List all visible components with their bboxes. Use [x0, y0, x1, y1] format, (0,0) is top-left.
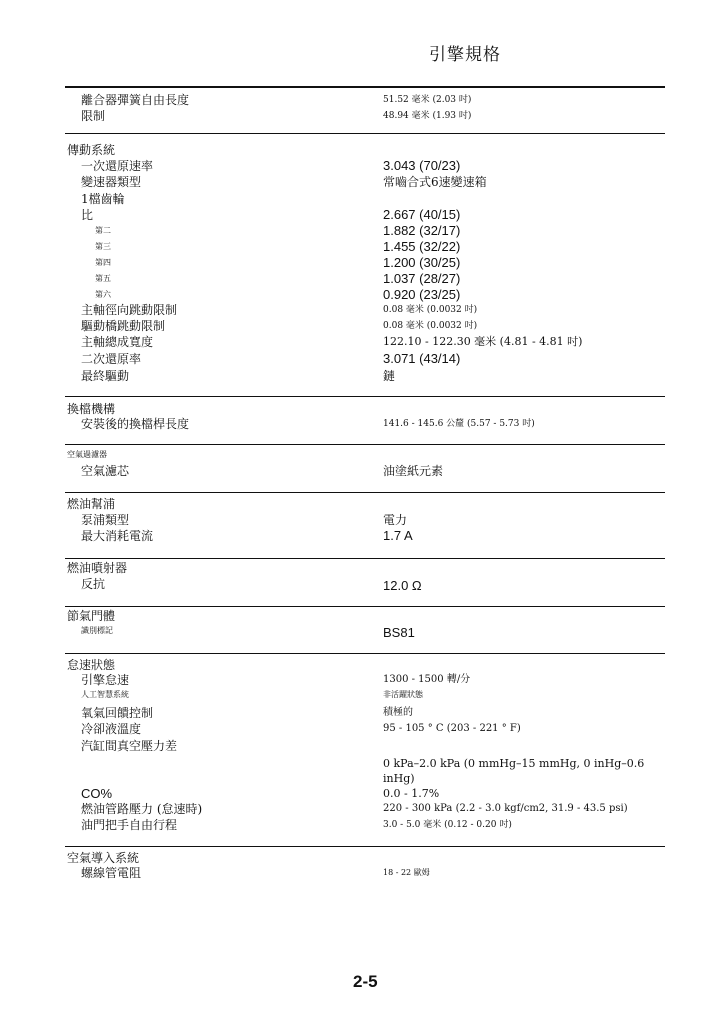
spec-value: 電力: [383, 513, 408, 527]
spec-label: 第四: [95, 258, 111, 267]
spec-row: [65, 334, 665, 350]
spec-label: 冷卻液溫度: [81, 722, 142, 736]
page-header-title: 引擎規格: [429, 45, 501, 65]
section-title: 燃油幫浦: [67, 497, 116, 511]
spec-label: 識別標記: [81, 626, 113, 635]
spec-label: 安裝後的換檔桿長度: [81, 417, 190, 431]
spec-row: [65, 223, 665, 239]
spec-label: 限制: [81, 109, 106, 123]
spec-row: [65, 817, 665, 833]
spec-label: 燃油管路壓力 (怠速時): [81, 802, 203, 816]
spec-label: 第五: [95, 274, 111, 283]
spec-value: 0.920 (23/25): [383, 287, 461, 302]
spec-row: [65, 108, 665, 124]
spec-row: [65, 512, 665, 528]
spec-label: 汽缸間真空壓力差: [81, 739, 178, 753]
spec-value: 0 kPa–2.0 kPa (0 mmHg–15 mmHg, 0 inHg–0.6 inHg): [383, 757, 645, 785]
section-title: 傳動系統: [67, 143, 116, 157]
spec-label: 油門把手自由行程: [81, 818, 178, 832]
spec-label: 最大消耗電流: [81, 529, 154, 543]
spec-row: [65, 287, 665, 303]
section-title: 空氣過濾器: [67, 450, 107, 459]
spec-label: 反抗: [81, 577, 106, 591]
spec-value: 48.94 毫米 (1.93 吋): [383, 111, 472, 121]
spec-value: 3.0 - 5.0 毫米 (0.12 - 0.20 吋): [383, 820, 512, 830]
spec-row: [65, 368, 665, 384]
spec-label: 泵浦類型: [81, 513, 130, 527]
section-title-row: [65, 850, 665, 866]
section-title: 空氣導入系統: [67, 851, 140, 865]
spec-value: 18 - 22 歐姆: [383, 868, 430, 877]
spec-value: 1.037 (28/27): [383, 271, 461, 286]
spec-row: [65, 623, 665, 639]
section-title: 燃油噴射器: [67, 561, 128, 575]
spec-label: 最終驅動: [81, 369, 130, 383]
spec-row: [65, 239, 665, 255]
spec-row: [65, 302, 665, 318]
spec-row: [65, 865, 665, 881]
spec-value: 積極的: [383, 707, 413, 718]
spec-row: [65, 756, 665, 788]
spec-label: 離合器彈簧自由長度: [81, 93, 190, 107]
spec-value: 1300 - 1500 轉/分: [383, 674, 471, 685]
spec-label: 一次還原速率: [81, 159, 154, 173]
page-number: 2-5: [353, 972, 378, 991]
injector-section: [65, 558, 665, 593]
spec-label: 主軸總成寬度: [81, 335, 154, 349]
spec-row: [65, 738, 665, 754]
spec-row: [65, 463, 665, 479]
section-title: 節氣門體: [67, 609, 116, 623]
spec-row: [65, 207, 665, 223]
spec-label: 第二: [95, 226, 111, 235]
spec-value: 12.0 Ω: [383, 578, 422, 593]
spec-row: [65, 191, 665, 207]
header-rule: [65, 86, 665, 88]
spec-label: CO%: [81, 786, 113, 801]
fuelpump-section: [65, 492, 665, 543]
spec-label: 主軸徑向跳動限制: [81, 303, 178, 317]
spec-value: 0.08 毫米 (0.0032 吋): [383, 305, 478, 315]
spec-row: [65, 687, 665, 703]
spec-row: [65, 271, 665, 287]
shift-section: [65, 396, 665, 431]
section-title-row: [65, 142, 665, 158]
spec-row: [65, 318, 665, 334]
spec-value: 2.667 (40/15): [383, 207, 461, 222]
spec-row: [65, 416, 665, 432]
spec-row: [65, 528, 665, 544]
spec-row: [65, 786, 665, 802]
spec-row: [65, 576, 665, 592]
spec-value: 1.882 (32/17): [383, 223, 461, 238]
spec-value: BS81: [383, 625, 415, 640]
spec-row: [65, 158, 665, 174]
spec-row: [65, 92, 665, 108]
spec-row: [65, 351, 665, 367]
spec-label: 人工智慧系統: [81, 690, 129, 699]
spec-value: 3.071 (43/14): [383, 351, 461, 366]
spec-row: [65, 721, 665, 737]
spec-value: 鏈: [383, 369, 396, 383]
spec-value: 1.7 A: [383, 528, 413, 543]
section-title-row: [65, 447, 665, 463]
spec-value: 95 - 105 ° C (203 - 221 ° F): [383, 723, 521, 734]
spec-label: 第六: [95, 290, 111, 299]
spec-value: 油塗紙元素: [383, 464, 444, 478]
spec-value: 常嚙合式6速變速箱: [383, 175, 487, 189]
spec-value: 51.52 毫米 (2.03 吋): [383, 95, 472, 105]
section-title: 怠速狀態: [67, 658, 116, 672]
spec-label: 引擎怠速: [81, 673, 130, 687]
spec-value: 1.455 (32/22): [383, 239, 461, 254]
section-title: 換檔機構: [67, 402, 116, 416]
spec-value: 3.043 (70/23): [383, 158, 461, 173]
section-title-row: [65, 401, 665, 417]
section-title-row: [65, 496, 665, 512]
spec-label: 驅動橋跳動限制: [81, 319, 166, 333]
spec-value: 141.6 - 145.6 公釐 (5.57 - 5.73 吋): [383, 419, 535, 429]
spec-label: 二次還原率: [81, 352, 142, 366]
spec-value: 非活躍狀態: [383, 690, 423, 699]
spec-row: [65, 705, 665, 721]
section-title-row: [65, 657, 665, 673]
spec-row: [65, 801, 665, 817]
spec-label: 螺線管電阻: [81, 866, 142, 880]
spec-row: [65, 174, 665, 190]
spec-row: [65, 672, 665, 688]
section-title-row: [65, 608, 665, 624]
spec-label: 空氣濾芯: [81, 464, 130, 478]
idle-section: [65, 653, 665, 832]
spec-value: 220 - 300 kPa (2.2 - 3.0 kgf/cm2, 31.9 - 43.5 psi): [383, 803, 628, 814]
spec-value: 0.0 - 1.7%: [383, 787, 440, 800]
drivetrain-section: [65, 133, 665, 383]
spec-label: 1檔齒輪: [81, 192, 125, 206]
spec-value: 0.08 毫米 (0.0032 吋): [383, 321, 478, 331]
spec-label: 變速器類型: [81, 175, 142, 189]
spec-value: 1.200 (30/25): [383, 255, 461, 270]
spec-label: 第三: [95, 242, 111, 251]
spec-value: 122.10 - 122.30 毫米 (4.81 - 4.81 吋): [383, 335, 583, 348]
throttle-section: [65, 606, 665, 640]
spec-label: 比: [81, 208, 94, 222]
intake-section: [65, 846, 665, 880]
spec-label: 氧氣回饋控制: [81, 706, 154, 720]
spec-row: [65, 255, 665, 271]
airfilter-section: [65, 444, 665, 478]
section-title-row: [65, 560, 665, 576]
